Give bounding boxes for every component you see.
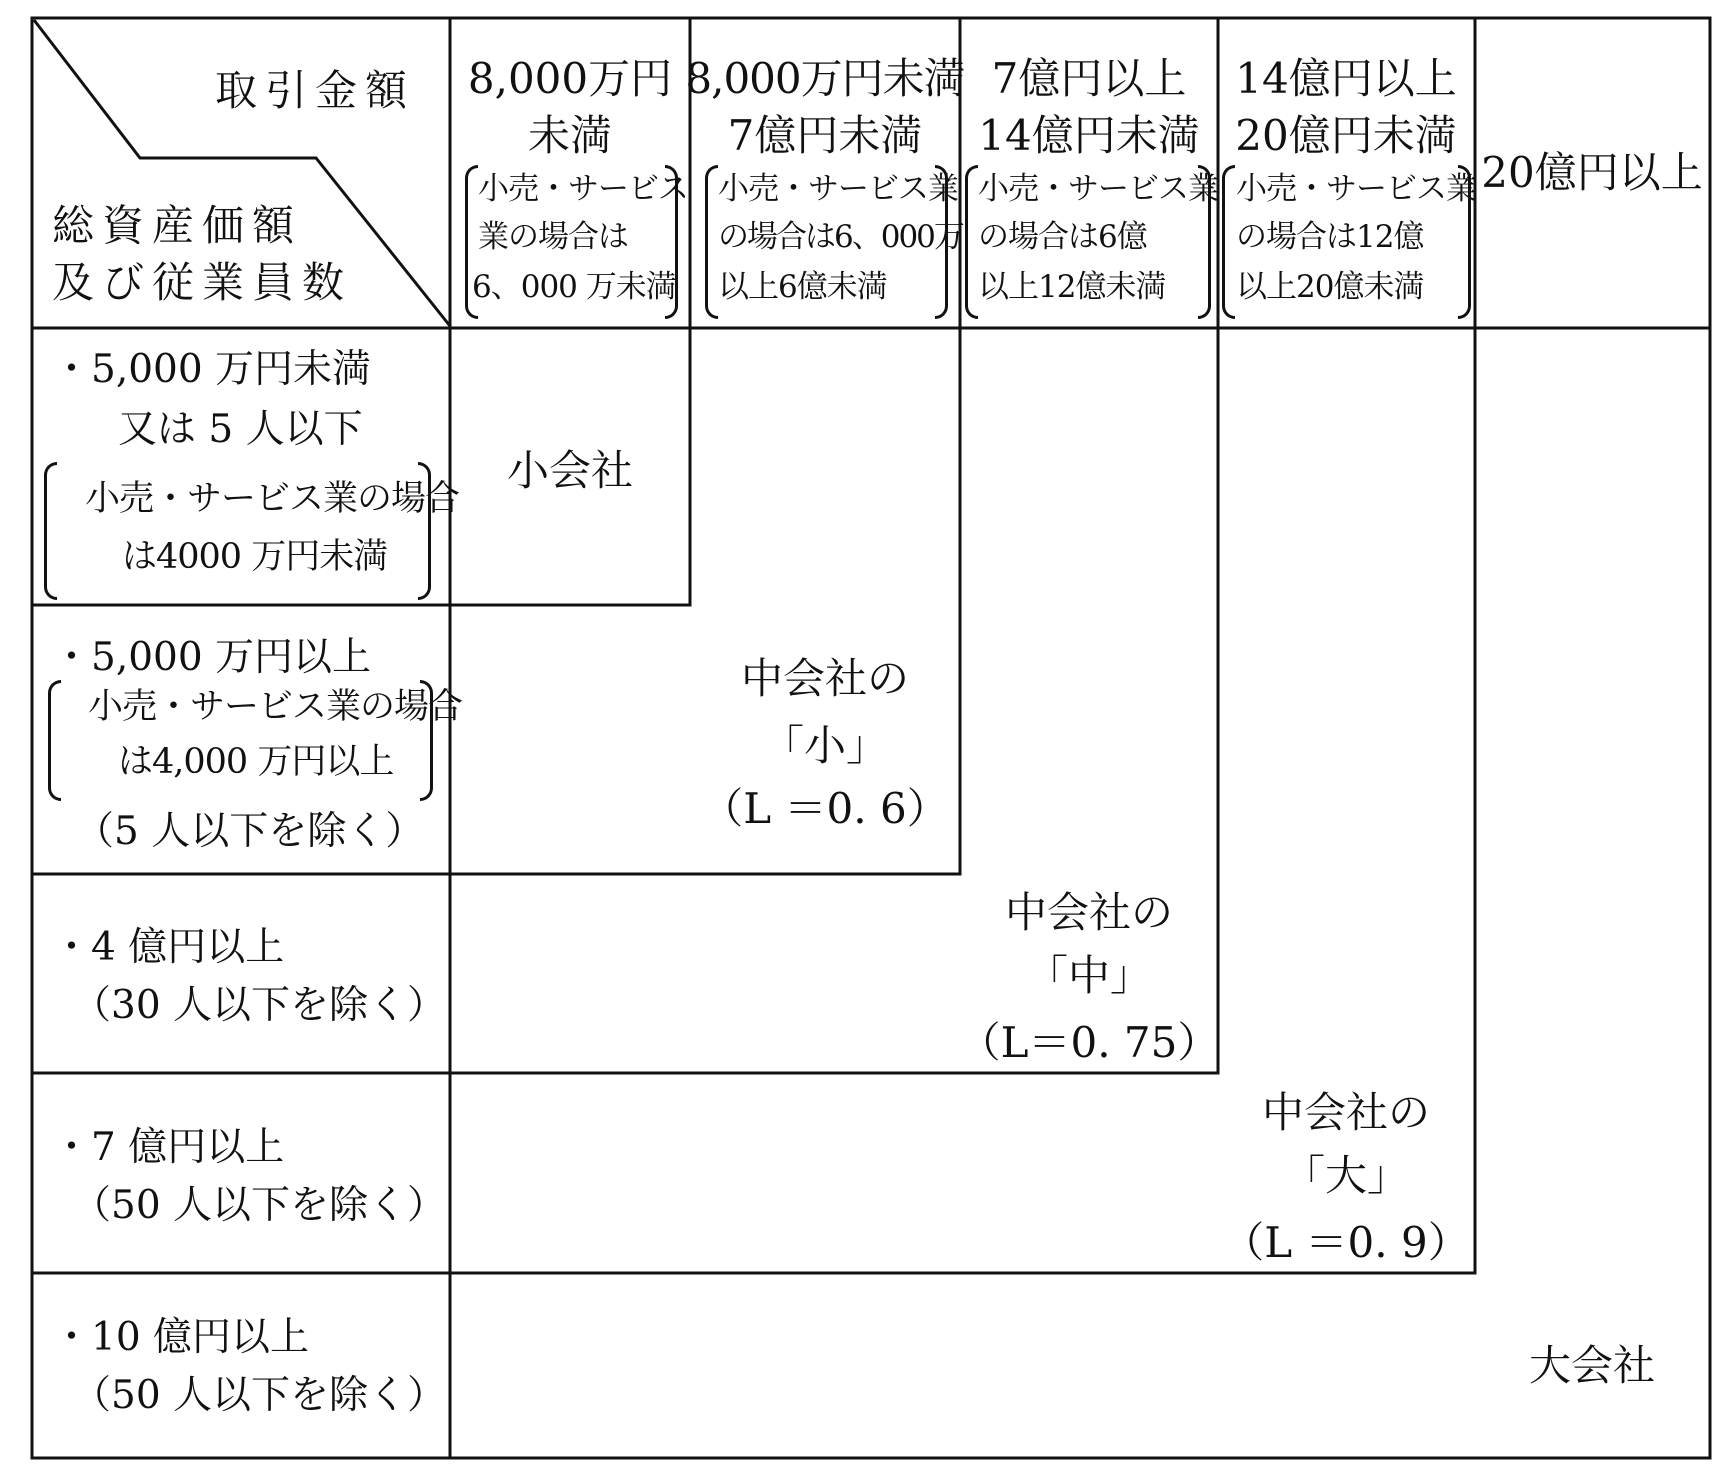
bracket-left [705,165,718,319]
category-mid-large-line2: 「大」 [1282,1151,1410,1200]
column-header-2-sub3: 以上6億未満 [718,269,887,305]
row-header-2-sub1: 小売・サービス業の場合 [88,687,463,727]
column-header-1-main1: 8,000万円 [467,54,673,103]
bracket-left [48,680,61,801]
column-header-2-sub1: 小売・サービス業 [718,171,958,207]
category-mid-small-line1: 中会社の [740,654,910,703]
column-header-3-main1: 7億円以上 [991,54,1187,103]
category-large-company: 大会社 [1528,1341,1656,1390]
column-header-2-main1: 8,000万円未満 [685,54,965,103]
column-header-3-sub1: 小売・サービス業 [978,171,1218,207]
row-header-1-line1: ・5,000 万円未満 [52,347,372,392]
column-header-4-sub2: の場合は12億 [1236,219,1424,255]
column-header-3-sub2: の場合は6億 [978,219,1147,255]
column-header-4-sub3: 以上20億未満 [1236,269,1424,305]
column-header-4-main1: 14億円以上 [1235,54,1457,103]
row-header-5-line2: （50 人以下を除く） [72,1373,447,1418]
row-header-4-line1: ・7 億円以上 [52,1125,285,1170]
column-header-2-main2: 7億円未満 [727,111,923,160]
column-header-1-main2: 未満 [527,111,613,160]
category-mid-large-line1: 中会社の [1261,1088,1431,1137]
column-header-5: 20億円以上 [1481,148,1703,197]
category-small-company: 小会社 [506,446,634,495]
category-mid-large-line3: （L ＝0. 9） [1222,1218,1470,1267]
column-header-1-sub1: 小売・サービス [478,171,688,207]
column-header-1-sub2: 業の場合は [478,219,628,255]
corner-label-assets: 総資産価額 [52,201,303,250]
row-header-3-line2: （30 人以下を除く） [72,983,447,1028]
row-header-4-line2: （50 人以下を除く） [72,1183,447,1228]
bracket-left [965,165,978,319]
column-header-3-sub3: 以上12億未満 [978,269,1166,305]
column-header-4-main2: 20億円未満 [1235,111,1457,160]
category-mid-small-line3: （L ＝0. 6） [701,784,949,833]
bracket-left [44,462,57,600]
category-mid-small-line2: 「小」 [761,721,889,770]
column-header-4-sub1: 小売・サービス業 [1236,171,1476,207]
category-mid-mid-line1: 中会社の [1004,888,1174,937]
row-header-1-line2: 又は 5 人以下 [118,407,363,452]
row-header-2-line1: ・5,000 万円以上 [52,635,372,680]
column-header-1-sub3: 6、000 万未満 [472,269,676,305]
category-mid-mid-line2: 「中」 [1025,951,1153,1000]
column-header-2-sub2: の場合は6、000万 [718,219,963,255]
column-header-3-main2: 14億円未満 [978,111,1200,160]
row-header-5-line1: ・10 億円以上 [52,1315,310,1360]
corner-label-transaction-amount: 取引金額 [215,66,416,115]
category-mid-mid-line3: （L＝0. 75） [958,1018,1220,1067]
bracket-left [1222,165,1235,319]
row-header-1-sub2: は4000 万円未満 [122,537,388,577]
row-header-2-sub2: は4,000 万円以上 [118,742,394,782]
row-header-2-line3: （5 人以下を除く） [75,809,425,854]
row-header-1-sub1: 小売・サービス業の場合 [85,479,460,519]
corner-label-employees: 及び従業員数 [52,258,353,307]
row-header-3-line1: ・4 億円以上 [52,925,285,970]
